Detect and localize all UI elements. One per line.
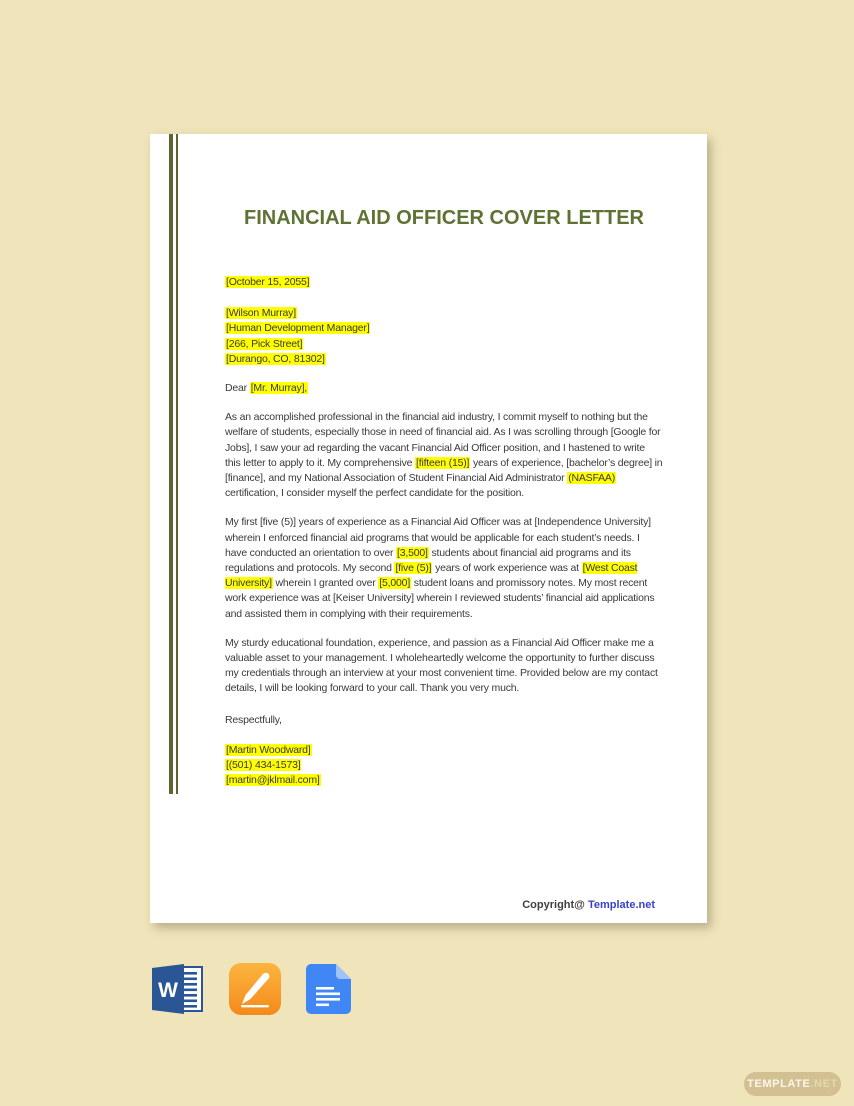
- highlighted-placeholder: [Martin Woodward]: [226, 743, 311, 756]
- letter-text: years of experience, [bachelor’s degree] in [finance], and my National Association of Student Financial Aid Administrator: [225, 456, 663, 485]
- letter-text: My first [five (5)] years of experience as a Financial Aid Officer was at [Independence University] wherein I enforced financial aid programs that would be applicable for each student’s needs. I have conducted an orientation to over: [225, 516, 651, 559]
- highlighted-placeholder: [Human Development Manager]: [226, 322, 370, 335]
- highlighted-placeholder: [West Coast University]: [225, 562, 638, 590]
- letter-text: As an accomplished professional in the financial aid industry, I commit myself to nothing but the welfare of students, especially those in need of financial aid. As I was scrolling through [Google for Jobs], I saw your ad regarding the vacant Financial Aid Officer position, and I hastened to write this letter to apply to it. My comprehensive: [225, 411, 661, 469]
- highlighted-placeholder: [266, Pick Street]: [226, 337, 303, 350]
- closing: Respectfully,: [225, 713, 282, 726]
- copyright-brand-link[interactable]: Template.net: [587, 899, 655, 911]
- templatenet-badge[interactable]: [744, 1072, 841, 1096]
- format-icons-row: [152, 963, 351, 1015]
- signature-line: [225, 743, 663, 758]
- badge-brand: TEMPLATE: [747, 1078, 811, 1090]
- signature-line: [225, 758, 663, 773]
- letter-text: student loans and promissory notes. My most recent work experience was at [Keiser University] wherein I reviewed students’ financial aid applications and assisted them in complying with their requirements.: [225, 577, 655, 620]
- copyright-prefix: Copyright@: [522, 899, 588, 911]
- ms-word-icon[interactable]: [152, 964, 204, 1014]
- highlighted-placeholder: [5,000]: [379, 577, 411, 590]
- highlighted-placeholder: [five (5)]: [395, 562, 432, 575]
- letter-text: students about financial aid programs and its regulations and protocols. My second: [225, 546, 631, 575]
- document-preview: [150, 134, 707, 923]
- highlighted-placeholder: [Wilson Murray]: [226, 307, 296, 320]
- folded-corner: [336, 964, 351, 979]
- letter-paragraph-1: [225, 410, 663, 501]
- copyright: [522, 899, 655, 911]
- recipient-line: [225, 306, 663, 321]
- signature-block: [225, 743, 663, 789]
- letter-body: [150, 134, 707, 788]
- highlighted-placeholder: [Durango, CO, 81302]: [226, 352, 325, 365]
- date-placeholder: [October 15, 2055]: [226, 276, 310, 288]
- highlighted-placeholder: [fifteen (15)]: [416, 456, 470, 469]
- apple-pages-icon[interactable]: [229, 963, 281, 1015]
- google-docs-icon[interactable]: [306, 964, 351, 1014]
- highlighted-placeholder: [martin@jklmail.com]: [226, 774, 320, 787]
- highlighted-placeholder: [3,500]: [397, 546, 428, 559]
- letter-text: certification, I consider myself the perfect candidate for the position.: [225, 487, 525, 500]
- badge-tld: .NET: [810, 1078, 838, 1090]
- recipient-block: [225, 306, 663, 367]
- signature-line: [225, 773, 663, 788]
- letter-date: [225, 275, 663, 290]
- recipient-line: [225, 321, 663, 336]
- highlighted-placeholder: [Mr. Murray],: [250, 382, 308, 395]
- letter-text: My sturdy educational foundation, experience, and passion as a Financial Aid Officer make me a valuable asset to your management. I wholeheartedly welcome the opportunity to further discuss my credentials through an interview at your most convenient time. Provided below are my contact details, I will be looking forward to your call. Thank you very much.: [225, 636, 658, 695]
- letter-text: wherein I granted over: [272, 577, 379, 590]
- letter-paragraph-3: [225, 636, 663, 697]
- word-letter: W: [158, 979, 178, 1002]
- highlighted-placeholder: (NASFAA): [568, 472, 616, 485]
- letter-title: FINANCIAL AID OFFICER COVER LETTER: [244, 207, 644, 229]
- letter-paragraph-2: [225, 515, 663, 621]
- highlighted-placeholder: [(501) 434-1573]: [226, 759, 301, 772]
- recipient-line: [225, 337, 663, 352]
- letter-text: Dear: [225, 382, 250, 395]
- salutation: [225, 381, 663, 396]
- recipient-line: [225, 352, 663, 367]
- letter-text: years of work experience was at: [432, 562, 582, 575]
